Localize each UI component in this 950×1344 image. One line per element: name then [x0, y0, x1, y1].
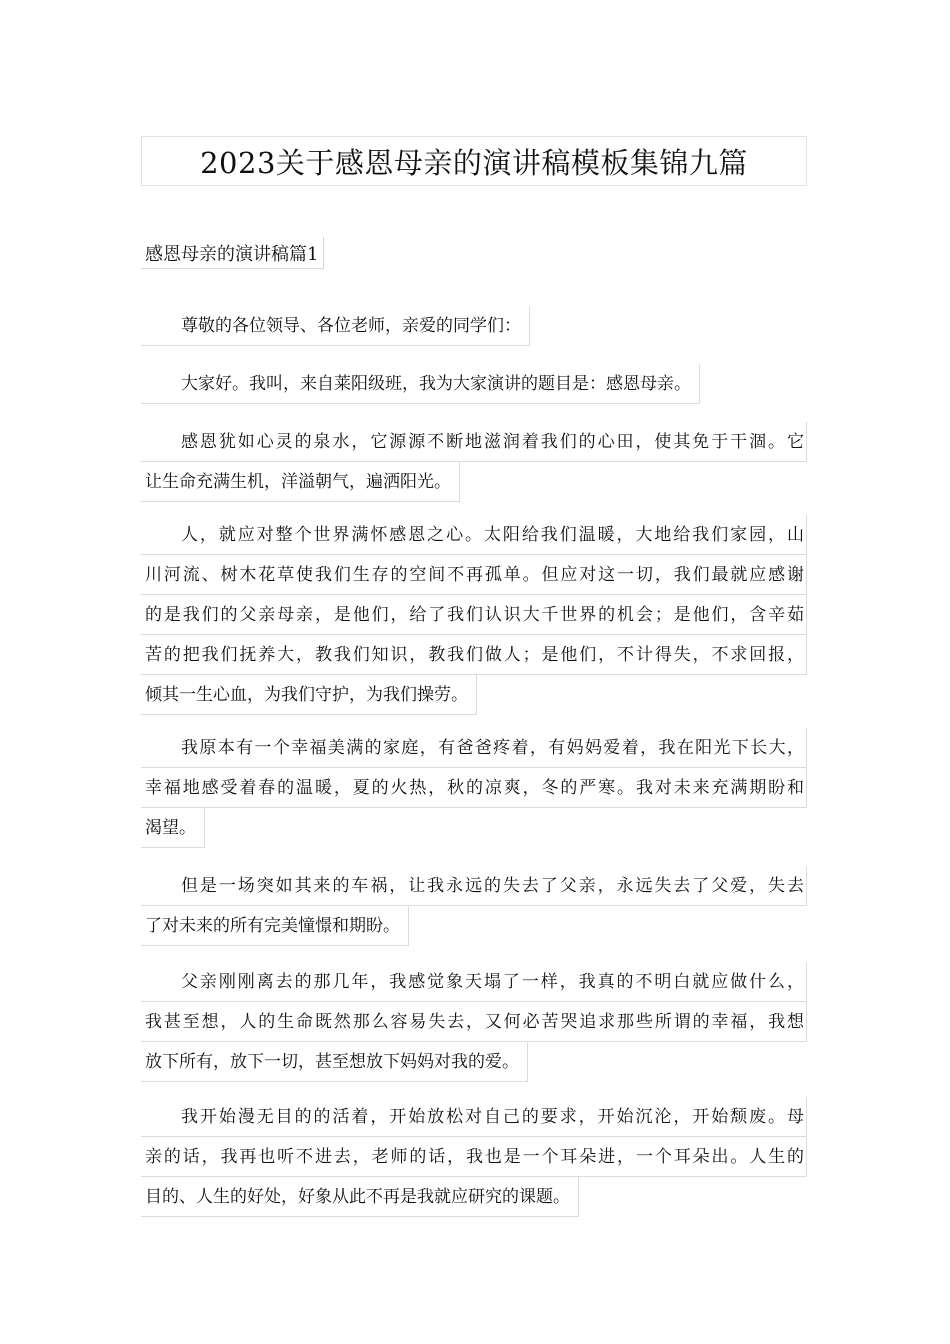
section-heading-box — [141, 237, 324, 269]
paragraph-line: 尊敬的各位领导、各位老师，亲爱的同学们： — [141, 306, 530, 346]
paragraph-line: 亲的话，我再也听不进去，老师的话，我也是一个耳朵进，一个耳朵出。人生的 — [141, 1137, 807, 1177]
paragraph-line: 川河流、树木花草使我们生存的空间不再孤单。但应对这一切，我们最就应感谢 — [141, 555, 807, 595]
paragraph-line: 让生命充满生机，洋溢朝气，遍洒阳光。 — [141, 462, 460, 502]
paragraph-line: 父亲刚刚离去的那几年，我感觉象天塌了一样，我真的不明白就应做什么， — [141, 962, 807, 1002]
paragraph — [141, 728, 807, 848]
paragraph-line: 目的、人生的好处，好象从此不再是我就应研究的课题。 — [141, 1177, 579, 1217]
paragraph-line: 但是一场突如其来的车祸，让我永远的失去了父亲，永远失去了父爱，失去 — [141, 866, 807, 906]
paragraph — [141, 364, 807, 404]
paragraph — [141, 422, 807, 502]
paragraph-line: 的是我们的父亲母亲，是他们，给了我们认识大千世界的机会；是他们，含辛茹 — [141, 595, 807, 635]
paragraph-line: 感恩犹如心灵的泉水，它源源不断地滋润着我们的心田，使其免于干涸。它 — [141, 422, 807, 462]
paragraph — [141, 306, 807, 346]
paragraph-line: 大家好。我叫，来自莱阳级班，我为大家演讲的题目是：感恩母亲。 — [141, 364, 700, 404]
paragraph-line: 幸福地感受着春的温暖，夏的火热，秋的凉爽，冬的严寒。我对未来充满期盼和 — [141, 768, 807, 808]
document-title: 2023关于感恩母亲的演讲稿模板集锦九篇 — [200, 145, 748, 180]
paragraph — [141, 866, 807, 946]
paragraph-line: 我开始漫无目的的活着，开始放松对自己的要求，开始沉沦，开始颓废。母 — [141, 1097, 807, 1137]
paragraph-line: 渴望。 — [141, 808, 205, 848]
paragraph-line: 我甚至想，人的生命既然那么容易失去，又何必苦哭追求那些所谓的幸福，我想 — [141, 1002, 807, 1042]
paragraph-line: 倾其一生心血，为我们守护，为我们操劳。 — [141, 675, 477, 715]
title-box — [141, 136, 807, 186]
paragraph — [141, 515, 807, 715]
paragraph-line: 我原本有一个幸福美满的家庭，有爸爸疼着，有妈妈爱着，我在阳光下长大， — [141, 728, 807, 768]
paragraph — [141, 962, 807, 1082]
paragraph-line: 苦的把我们抚养大，教我们知识，教我们做人；是他们，不计得失，不求回报， — [141, 635, 807, 675]
section-heading: 感恩母亲的演讲稿篇1 — [145, 243, 319, 265]
paragraph-line: 放下所有，放下一切，甚至想放下妈妈对我的爱。 — [141, 1042, 528, 1082]
paragraph-line: 人，就应对整个世界满怀感恩之心。太阳给我们温暖，大地给我们家园，山 — [141, 515, 807, 555]
paragraph — [141, 1097, 807, 1217]
paragraph-line: 了对未来的所有完美憧憬和期盼。 — [141, 906, 409, 946]
